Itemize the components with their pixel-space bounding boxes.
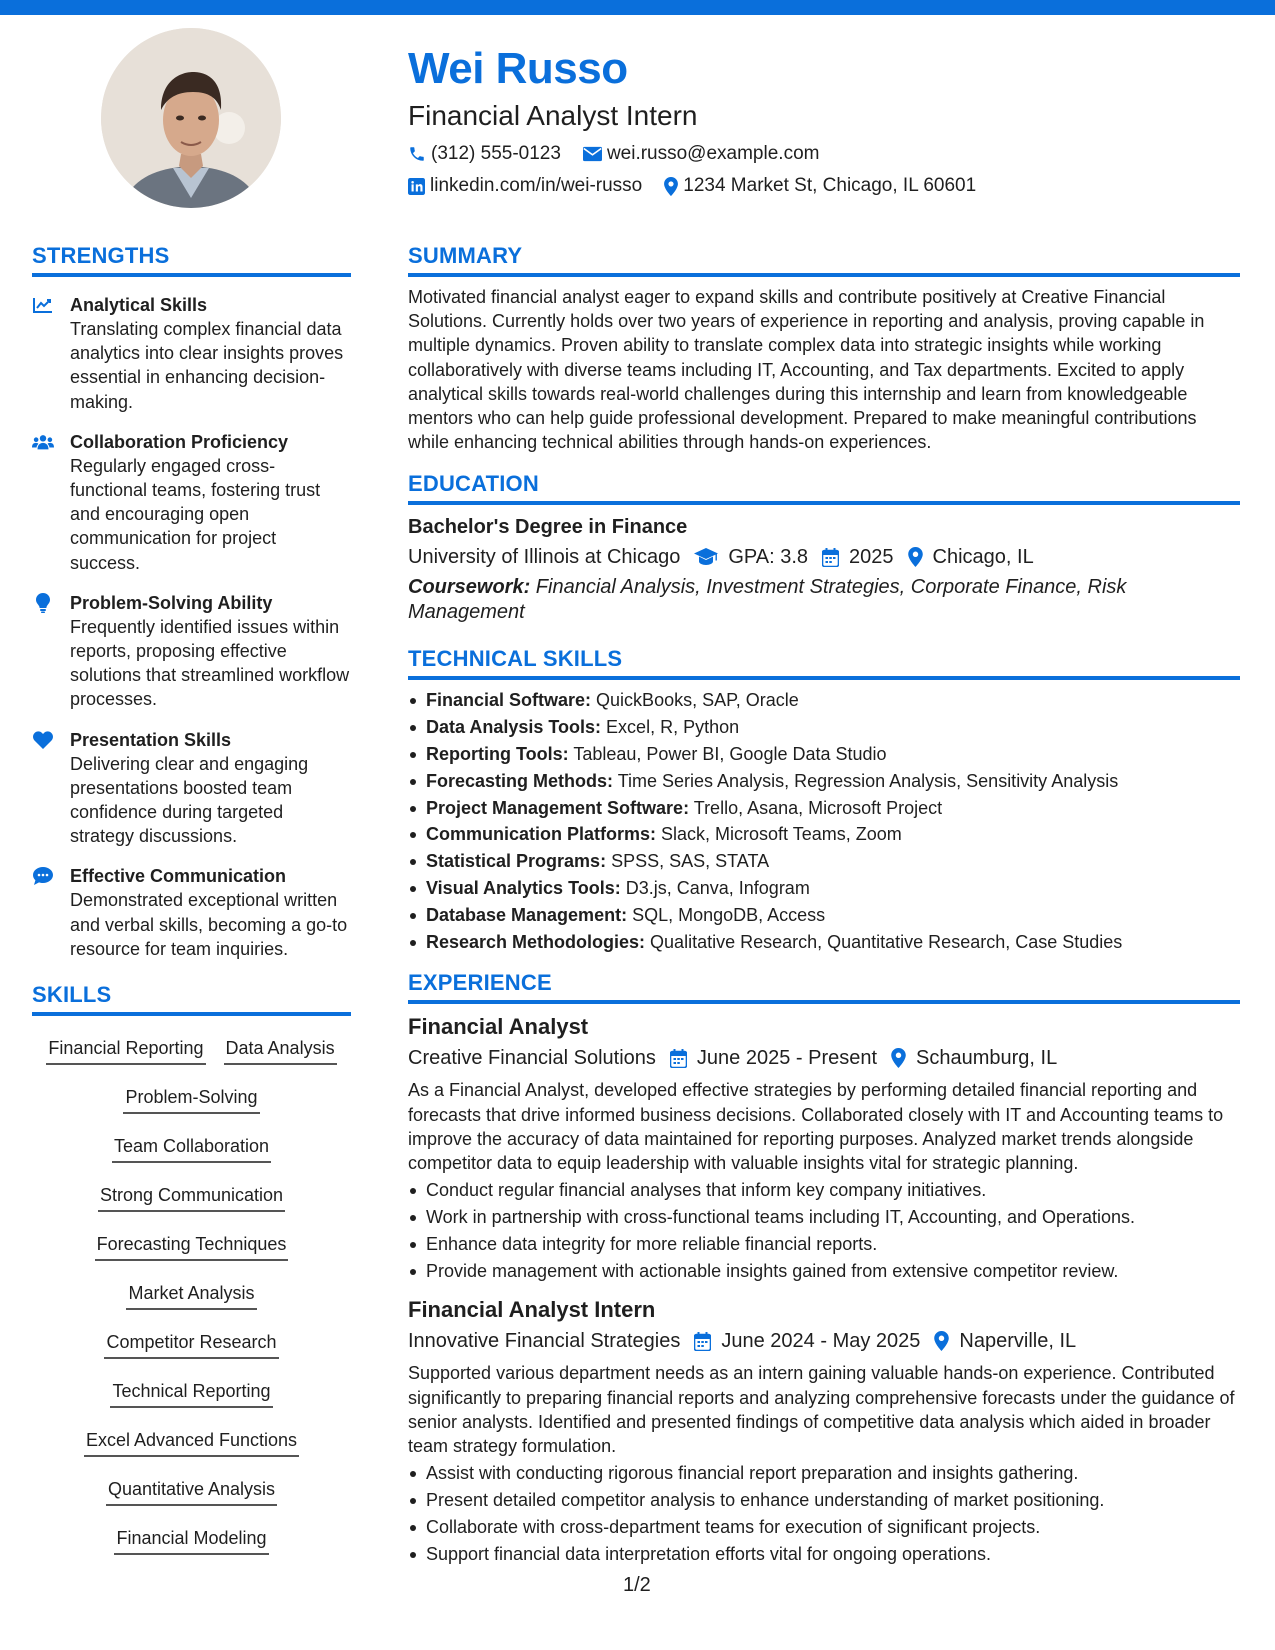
map-pin-icon: [908, 547, 923, 567]
job-location: Naperville, IL: [959, 1330, 1077, 1353]
lightbulb-icon: [32, 592, 54, 614]
strength-desc: Translating complex financial data analytics into clear insights proves essential in enhancing decision-making.: [70, 319, 344, 412]
linkedin-text[interactable]: linkedin.com/in/wei-russo: [430, 175, 643, 196]
technical-skills-list: [408, 687, 1240, 955]
contact-row-1: [408, 142, 1248, 166]
skill-tag: Competitor Research: [104, 1330, 278, 1359]
skill-tag: Financial Reporting: [46, 1036, 205, 1065]
skill-tag: Financial Modeling: [114, 1526, 268, 1555]
email-text[interactable]: wei.russo@example.com: [606, 143, 820, 164]
job-location: Schaumburg, IL: [916, 1047, 1058, 1070]
address-contact: [664, 174, 976, 198]
linkedin-contact[interactable]: [408, 174, 642, 198]
phone-contact: [408, 142, 561, 166]
strength-title: Problem-Solving Ability: [70, 592, 273, 613]
skill-tag: Forecasting Techniques: [95, 1232, 289, 1261]
job-location-item: [891, 1044, 1057, 1072]
year-item: [822, 543, 894, 571]
edu-location-text: Chicago, IL: [932, 546, 1034, 569]
strength-desc: Delivering clear and engaging presentations boosted team confidence during targeted strategy discussions.: [70, 753, 309, 847]
coursework-text: Financial Analysis, Investment Strategies, Corporate Finance, Risk Management: [408, 576, 1127, 624]
list-item: Forecasting Methods: Time Series Analysis, Regression Analysis, Sensitivity Analysis: [408, 768, 1240, 795]
calendar-icon: [670, 1049, 687, 1068]
list-item: Present detailed competitor analysis to enhance understanding of market positioning.: [408, 1487, 1240, 1514]
skills-list: [32, 1030, 351, 1569]
job-meta: [408, 1044, 1240, 1072]
strength-desc: Demonstrated exceptional written and verbal skills, becoming a go-to resource for team inquiries.: [70, 890, 348, 959]
candidate-name: Wei Russo: [408, 44, 628, 93]
job-title: Financial Analyst: [408, 1014, 589, 1040]
list-item: Visual Analytics Tools: D3.js, Canva, Infogram: [408, 875, 1240, 902]
list-item: Assist with conducting rigorous financial report preparation and insights gathering.: [408, 1460, 1240, 1487]
chart-line-icon: [32, 294, 54, 316]
job-bullets: [408, 1177, 1240, 1284]
skill-tag: Team Collaboration: [112, 1134, 271, 1163]
linkedin-icon: [408, 178, 425, 195]
strength-item: [32, 864, 351, 961]
left-column: [32, 242, 351, 1569]
job-dates: June 2025 - Present: [696, 1047, 878, 1070]
company-name: Creative Financial Solutions: [408, 1047, 656, 1070]
skills-heading: SKILLS: [32, 981, 351, 1016]
education-meta: [408, 543, 1240, 571]
list-item: Communication Platforms: Slack, Microsoft Teams, Zoom: [408, 821, 1240, 848]
degree-title: Bachelor's Degree in Finance: [408, 516, 688, 539]
users-icon: [32, 431, 54, 453]
skill-tag: Problem-Solving: [123, 1085, 259, 1114]
list-item: Statistical Programs: SPSS, SAS, STATA: [408, 848, 1240, 875]
strength-item: [32, 293, 351, 414]
list-item: Reporting Tools: Tableau, Power BI, Google Data Studio: [408, 741, 1240, 768]
experience-section: [408, 969, 1240, 1567]
list-item: Data Analysis Tools: Excel, R, Python: [408, 714, 1240, 741]
heart-icon: [32, 729, 54, 751]
strength-title: Presentation Skills: [70, 729, 232, 750]
job-description: Supported various department needs as an intern gaining valuable hands-on experience. Contributed significantly to preparing financial reports and analyzing comprehensive forecasts under the guidance of senior analysts. Identified and presented findings of competitive data analysis which aided in broader team strategy formulation.: [408, 1363, 1235, 1456]
list-item: Database Management: SQL, MongoDB, Access: [408, 902, 1240, 929]
job-dates: June 2024 - May 2025: [721, 1330, 921, 1353]
phone-icon: [408, 145, 426, 163]
chat-bubble-icon: [32, 865, 54, 887]
list-item: Financial Software: QuickBooks, SAP, Oracle: [408, 687, 1240, 714]
list-item: Conduct regular financial analyses that inform key company initiatives.: [408, 1177, 1240, 1204]
school-name: University of Illinois at Chicago: [408, 546, 681, 569]
education-section: [408, 470, 1240, 625]
strength-title: Effective Communication: [70, 866, 287, 887]
contact-row-2: [408, 174, 1248, 198]
year-text: 2025: [849, 546, 894, 569]
skill-tag: Data Analysis: [224, 1036, 337, 1065]
technical-skills-heading: TECHNICAL SKILLS: [408, 645, 1240, 680]
coursework: [408, 575, 1240, 625]
company-name: Innovative Financial Strategies: [408, 1330, 681, 1353]
skill-tag: Market Analysis: [126, 1281, 256, 1310]
skill-tag: Technical Reporting: [110, 1379, 272, 1408]
job-title: Financial Analyst Intern: [408, 1297, 656, 1323]
job-dates-item: [670, 1044, 877, 1072]
strength-title: Analytical Skills: [70, 295, 208, 315]
skill-tag: Strong Communication: [98, 1183, 285, 1212]
map-pin-icon: [934, 1331, 949, 1351]
strengths-heading: STRENGTHS: [32, 242, 351, 277]
strength-item: [32, 591, 351, 712]
strength-item: [32, 728, 351, 849]
strength-desc: Frequently identified issues within reports, proposing effective solutions that streamlined workflow processes.: [70, 616, 350, 710]
profile-photo: [101, 28, 281, 208]
resume-header: [408, 40, 1248, 198]
list-item: Project Management Software: Trello, Asana, Microsoft Project: [408, 795, 1240, 822]
list-item: Collaborate with cross-department teams for execution of significant projects.: [408, 1514, 1240, 1541]
skill-tag: Excel Advanced Functions: [84, 1428, 299, 1457]
job-bullets: [408, 1460, 1240, 1567]
email-contact[interactable]: [583, 142, 820, 166]
job-meta: [408, 1327, 1240, 1355]
strength-desc: Regularly engaged cross-functional teams, fostering trust and encouraging open communication for project success.: [70, 455, 321, 573]
envelope-icon: [583, 146, 602, 162]
list-item: Support financial data interpretation efforts vital for ongoing operations.: [408, 1541, 1240, 1568]
calendar-icon: [822, 548, 839, 567]
top-accent-bar: [0, 0, 1275, 15]
job-dates-item: [694, 1327, 920, 1355]
map-pin-icon: [664, 177, 678, 196]
candidate-title: Financial Analyst Intern: [408, 100, 698, 131]
list-item: Research Methodologies: Qualitative Research, Quantitative Research, Case Studies: [408, 929, 1240, 956]
map-pin-icon: [891, 1048, 906, 1068]
phone-text: (312) 555-0123: [431, 143, 561, 164]
strength-title: Collaboration Proficiency: [70, 431, 289, 452]
experience-heading: EXPERIENCE: [408, 969, 1240, 1004]
list-item: Enhance data integrity for more reliable financial reports.: [408, 1231, 1240, 1258]
job-description: As a Financial Analyst, developed effective strategies by performing detailed financial reporting and forecasts that drive informed business decisions. Collaborated closely with IT and Accounting teams to improve the accuracy of data maintained for reporting purposes. Analyzed market trends alongside competitor data to equip leadership with valuable insights vital for strategic planning.: [408, 1080, 1224, 1173]
list-item: Provide management with actionable insights gained from extensive competitor review.: [408, 1258, 1240, 1285]
right-column: [408, 242, 1240, 1567]
calendar-icon: [694, 1332, 711, 1351]
page-number: 1/2: [623, 1574, 651, 1596]
coursework-label: Coursework:: [408, 576, 531, 599]
edu-location-item: [908, 543, 1034, 571]
gpa-item: [694, 543, 808, 571]
job-location-item: [934, 1327, 1076, 1355]
education-heading: EDUCATION: [408, 470, 1240, 505]
strength-item: [32, 430, 351, 575]
graduation-cap-icon: [694, 548, 718, 566]
technical-skills-section: [408, 645, 1240, 955]
summary-heading: SUMMARY: [408, 242, 1240, 277]
skill-tag: Quantitative Analysis: [106, 1477, 277, 1506]
address-text: 1234 Market St, Chicago, IL 60601: [683, 175, 977, 196]
gpa-text: GPA: 3.8: [728, 546, 809, 569]
summary-text: Motivated financial analyst eager to expand skills and contribute positively at Creative Financial Solutions. Currently holds over two years of experience in reporting and analysis, proving capable in multiple dynamics. Proven ability to translate complex data into strategic insights while working collaboratively with diverse teams including IT, Accounting, and Tax departments. Excited to apply analytical skills towards real-world challenges during this internship and learn from knowledgeable mentors who can help guide professional development. Prepared to make meaningful contributions while enhancing technical abilities through hands-on experiences.: [408, 287, 1205, 453]
list-item: Work in partnership with cross-functional teams including IT, Accounting, and Operations.: [408, 1204, 1240, 1231]
